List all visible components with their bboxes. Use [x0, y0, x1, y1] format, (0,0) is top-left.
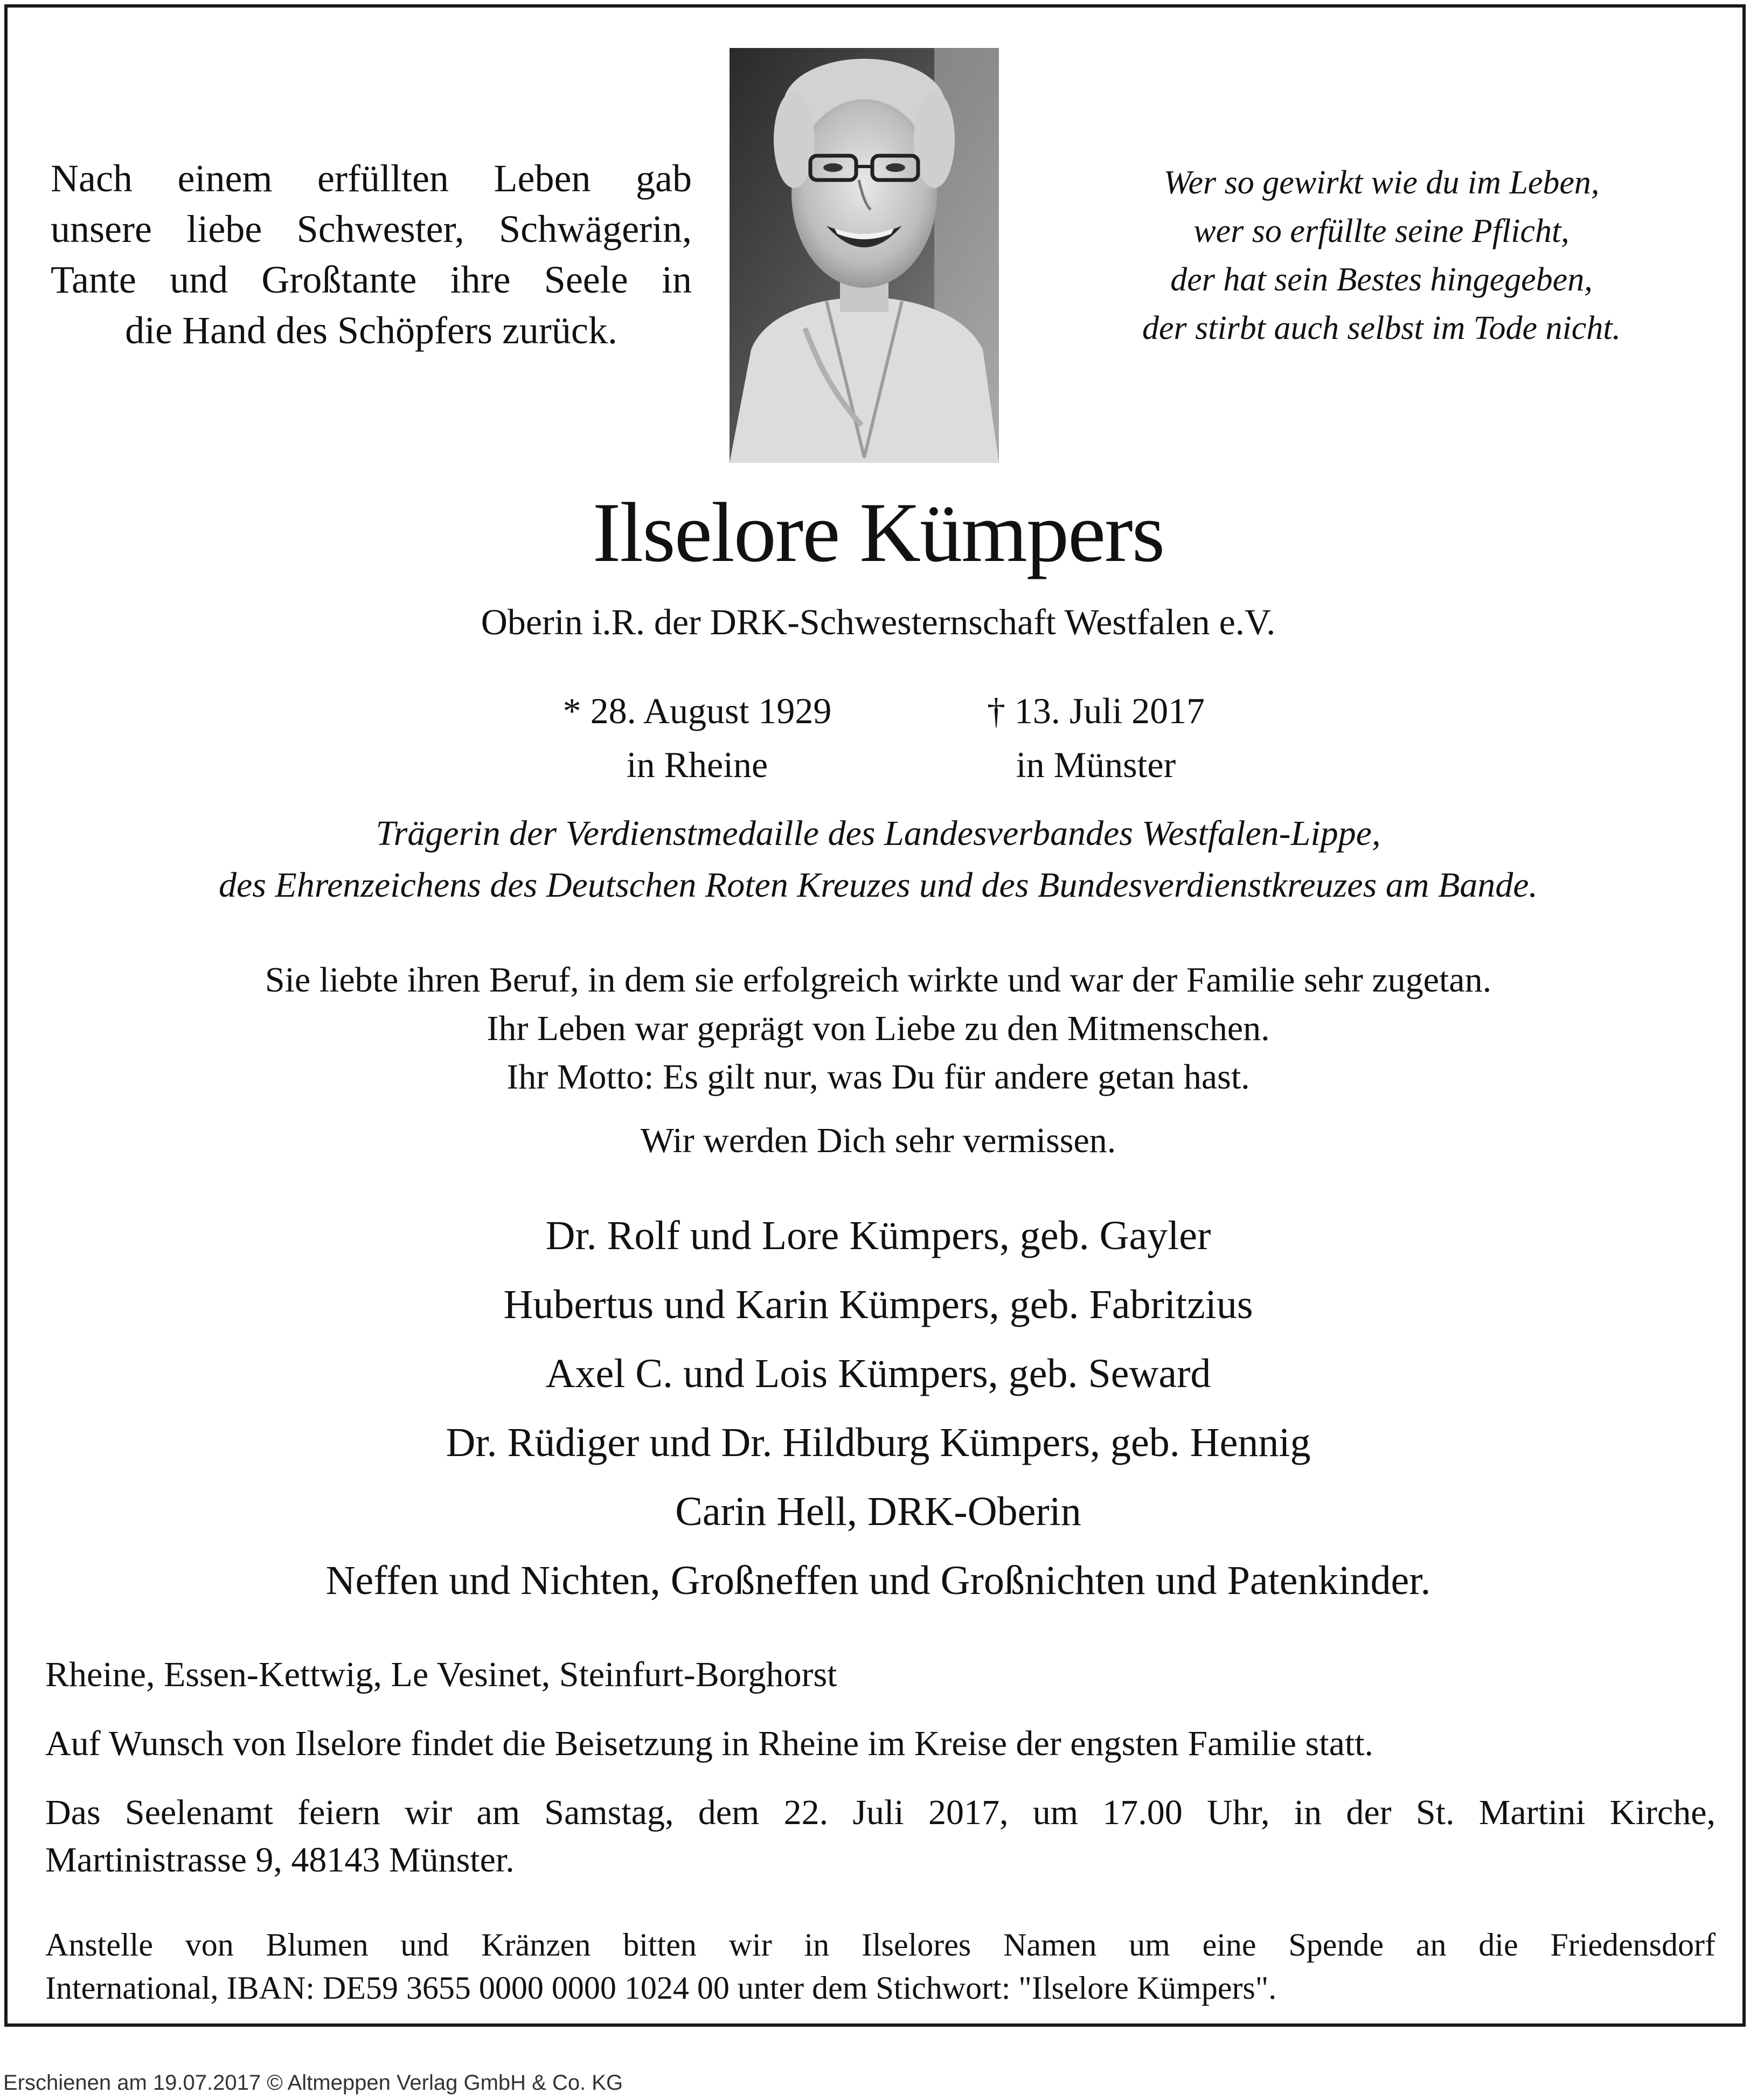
tribute-line: Ihr Motto: Es gilt nur, was Du für andere getan hast. [506, 1057, 1250, 1097]
tribute-line: Sie liebte ihren Beruf, in dem sie erfolgreich wirkte und war der Familie sehr zugetan. [265, 960, 1492, 1000]
burial-note: Auf Wunsch von Ilselore findet die Beisetzung in Rheine im Kreise der engsten Familie statt. [45, 1724, 1374, 1763]
death-info [880, 684, 1311, 792]
places: Rheine, Essen-Kettwig, Le Vesinet, Steinfurt-Borghorst [45, 1655, 837, 1694]
donation-line: International, IBAN: DE59 3655 0000 0000 1024 00 unter dem Stichwort: "Ilselore Kümpers". [45, 1970, 1277, 2006]
poem-line: Wer so gewirkt wie du im Leben, [1163, 164, 1600, 201]
honors [29, 808, 1727, 911]
portrait-image [730, 48, 999, 463]
donation-line: Anstelle von Blumen und Kränzen bitten wir in Ilselores Namen um eine Spende an die Friedensdorf [45, 1927, 1716, 1963]
donation-note [45, 1923, 1716, 2009]
mourner: Dr. Rüdiger und Dr. Hildburg Kümpers, geb. Hennig [446, 1420, 1311, 1465]
birth-info [482, 684, 913, 792]
mourners-list [29, 1201, 1727, 1615]
portrait-photo [730, 48, 999, 463]
honors-line: des Ehrenzeichens des Deutschen Roten Kreuzes und des Bundesverdienstkreuzes am Bande. [218, 865, 1538, 905]
deceased-name: Ilselore Kümpers [592, 486, 1164, 580]
mourner: Neffen und Nichten, Großneffen und Großnichten und Patenkinder. [325, 1558, 1431, 1603]
mourner: Carin Hell, DRK-Oberin [675, 1489, 1081, 1534]
poem-line: der hat sein Bestes hingegeben, [1170, 261, 1593, 298]
intro-text [51, 153, 692, 356]
honors-line: Trägerin der Verdienstmedaille des Landesverbandes Westfalen-Lippe, [376, 814, 1381, 853]
tribute-line: Ihr Leben war geprägt von Liebe zu den Mitmenschen. [487, 1009, 1270, 1048]
publication-footer: Erschienen am 19.07.2017 © Altmeppen Verlag GmbH & Co. KG [3, 2071, 623, 2095]
requiem-line: Das Seelenamt feiern wir am Samstag, dem 22. Juli 2017, um 17.00 Uhr, in der St. Martini Kirche, [45, 1793, 1716, 1832]
intro-line: Tante und Großtante ihre Seele in [51, 258, 692, 301]
intro-line: Nach einem erfüllten Leben gab [51, 157, 692, 200]
funeral-details [45, 1651, 1716, 1884]
mourner: Hubertus und Karin Kümpers, geb. Fabritzius [503, 1282, 1253, 1327]
obituary-card [4, 4, 1746, 2027]
intro-line: die Hand des Schöpfers zurück. [125, 309, 617, 352]
birth-date: * 28. August 1929 [562, 690, 832, 731]
poem-line: der stirbt auch selbst im Tode nicht. [1142, 310, 1621, 346]
poem [1058, 158, 1705, 352]
mourner: Dr. Rolf und Lore Kümpers, geb. Gayler [545, 1213, 1211, 1258]
birth-place: in Rheine [626, 744, 768, 785]
death-date: † 13. Juli 2017 [987, 690, 1205, 731]
mourner: Axel C. und Lois Kümpers, geb. Seward [545, 1351, 1211, 1396]
poem-line: wer so erfüllte seine Pflicht, [1193, 213, 1570, 249]
intro-line: unsere liebe Schwester, Schwägerin, [51, 207, 692, 251]
tribute-closing: Wir werden Dich sehr vermissen. [640, 1121, 1116, 1160]
deceased-title: Oberin i.R. der DRK-Schwesternschaft Westfalen e.V. [481, 601, 1276, 642]
tribute [29, 956, 1727, 1165]
requiem-line: Martinistrasse 9, 48143 Münster. [45, 1840, 515, 1880]
death-place: in Münster [1016, 744, 1176, 785]
